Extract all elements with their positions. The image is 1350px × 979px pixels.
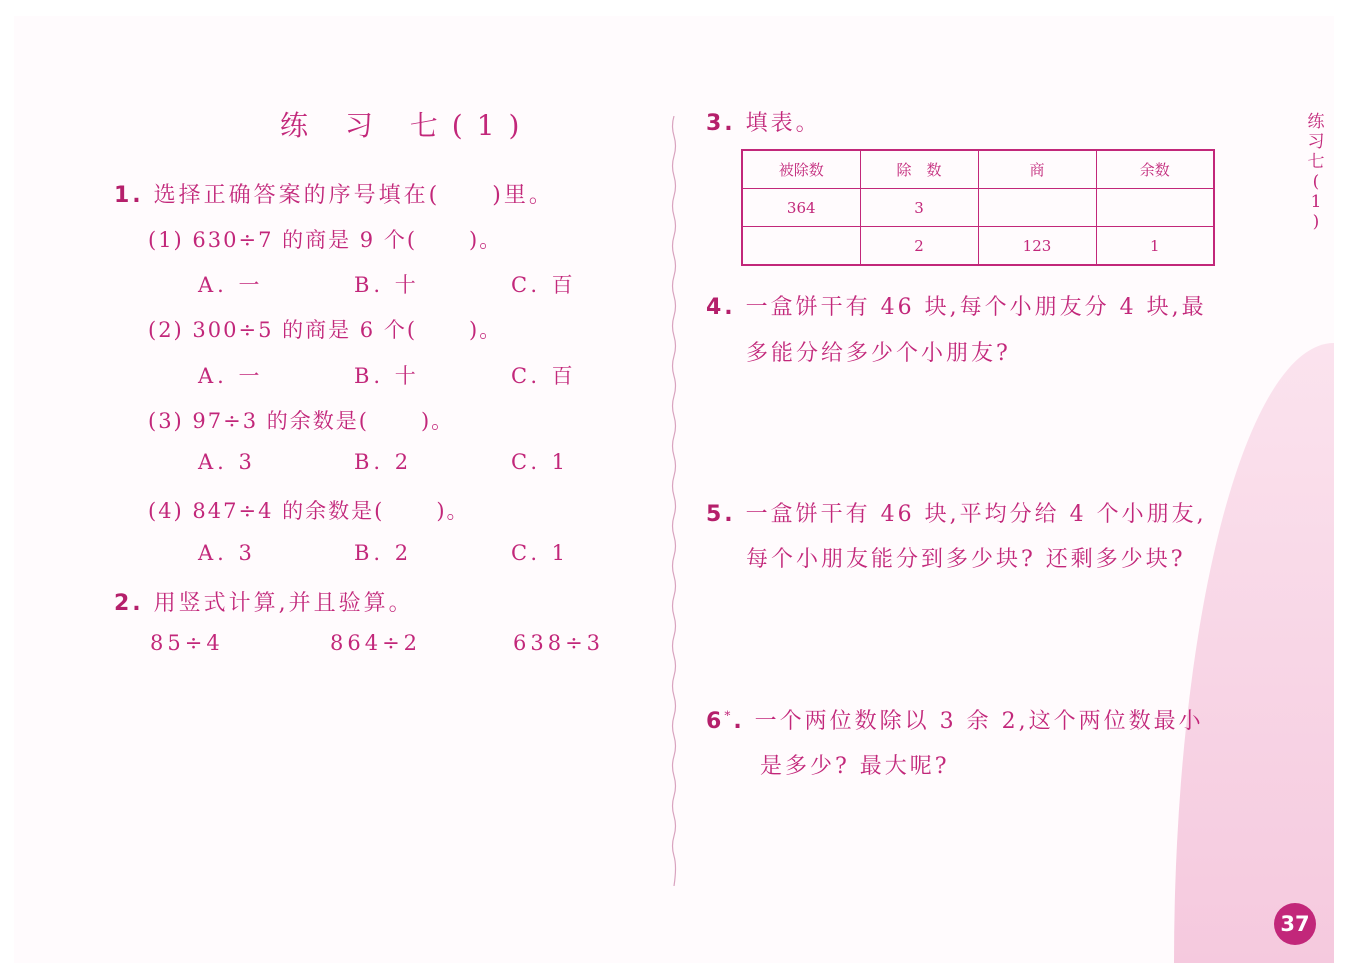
question-5-line-2: 每个小朋友能分到多少块? 还剩多少块? bbox=[746, 547, 1186, 572]
option-a: A. 一 bbox=[198, 364, 264, 388]
column-divider bbox=[669, 116, 679, 886]
question-text: 一个两位数除以 3 余 2,这个两位数最小 bbox=[754, 709, 1204, 734]
worksheet-page bbox=[14, 16, 1334, 963]
sub-question-3 bbox=[148, 405, 454, 435]
table-cell: 2 bbox=[860, 227, 978, 266]
sub-question-text: (1) 630÷7 的商是 9 个( bbox=[148, 228, 418, 252]
table-header: 余数 bbox=[1096, 150, 1214, 189]
table-header: 商 bbox=[978, 150, 1096, 189]
option-c: C. 1 bbox=[511, 541, 570, 565]
table-cell: 123 bbox=[978, 227, 1096, 266]
side-section-label bbox=[1304, 112, 1328, 232]
option-b: B. 十 bbox=[354, 273, 420, 297]
page-title: 练 习 七(1) bbox=[280, 109, 534, 142]
option-c: C. 百 bbox=[511, 364, 577, 388]
table-cell bbox=[1096, 189, 1214, 227]
side-label-char: 练 bbox=[1307, 112, 1325, 132]
question-number: 5. bbox=[706, 502, 736, 527]
table-cell bbox=[742, 227, 860, 266]
question-number: 1. bbox=[114, 183, 144, 208]
sub-question-text: (3) 97÷3 的余数是( bbox=[148, 409, 369, 433]
challenge-star: * bbox=[724, 708, 734, 723]
question-5 bbox=[706, 497, 1207, 528]
question-1 bbox=[114, 178, 554, 209]
question-text: 一盒饼干有 46 块,平均分给 4 个小朋友, bbox=[745, 502, 1207, 527]
question-text: 选择正确答案的序号填在( bbox=[153, 183, 441, 208]
option-b: B. 十 bbox=[354, 364, 420, 388]
option-c: C. 1 bbox=[511, 450, 570, 474]
sub-question-end: )。 bbox=[420, 409, 455, 433]
sub-question-text: (4) 847÷4 的余数是( bbox=[148, 499, 385, 523]
sub-question-4 bbox=[148, 495, 470, 525]
sub-question-text: (2) 300÷5 的商是 6 个( bbox=[148, 318, 418, 342]
sub-question-end: )。 bbox=[469, 228, 503, 252]
table-row bbox=[742, 189, 1214, 227]
sub-question-2 bbox=[148, 314, 502, 344]
table-header: 除 数 bbox=[860, 150, 978, 189]
table-cell bbox=[978, 189, 1096, 227]
option-a: A. 3 bbox=[198, 450, 256, 474]
option-c: C. 百 bbox=[511, 273, 577, 297]
question-6 bbox=[706, 704, 1204, 735]
question-text: 用竖式计算,并且验算。 bbox=[153, 591, 414, 616]
table-cell: 1 bbox=[1096, 227, 1214, 266]
side-label-char: ) bbox=[1312, 212, 1320, 232]
sub-question-end: )。 bbox=[436, 499, 470, 523]
table-header: 被除数 bbox=[742, 150, 860, 189]
question-text-end: )里。 bbox=[492, 183, 554, 208]
side-label-char: 1 bbox=[1310, 192, 1322, 212]
sub-question-1 bbox=[148, 224, 502, 254]
table-cell: 364 bbox=[742, 189, 860, 227]
question-number-dot: . bbox=[733, 709, 745, 734]
question-number: 2. bbox=[114, 591, 144, 616]
calc-problem-2: 864÷2 bbox=[330, 631, 422, 655]
question-text: 填表。 bbox=[745, 111, 821, 136]
question-text: 一盒饼干有 46 块,每个小朋友分 4 块,最 bbox=[745, 295, 1207, 320]
table-row bbox=[742, 227, 1214, 266]
table-header-row bbox=[742, 150, 1214, 189]
question-4 bbox=[706, 290, 1207, 321]
option-b: B. 2 bbox=[354, 450, 413, 474]
table-cell: 3 bbox=[860, 189, 978, 227]
question-2 bbox=[114, 586, 414, 617]
side-label-char: 七 bbox=[1307, 152, 1325, 172]
calc-problem-3: 638÷3 bbox=[513, 631, 605, 655]
fill-in-table bbox=[741, 149, 1215, 266]
side-label-char: ( bbox=[1312, 172, 1320, 192]
question-6-line-2: 是多少? 最大呢? bbox=[760, 754, 950, 779]
question-number: 3. bbox=[706, 111, 736, 136]
option-a: A. 一 bbox=[198, 273, 264, 297]
option-a: A. 3 bbox=[198, 541, 256, 565]
question-3 bbox=[706, 106, 821, 137]
question-number: 6 bbox=[706, 709, 725, 734]
page-number-badge: 37 bbox=[1274, 903, 1316, 945]
sub-question-end: )。 bbox=[469, 318, 503, 342]
side-label-char: 习 bbox=[1307, 132, 1325, 152]
pink-corner-decoration bbox=[1174, 343, 1334, 963]
calc-problem-1: 85÷4 bbox=[150, 631, 224, 655]
question-number: 4. bbox=[706, 295, 736, 320]
question-4-line-2: 多能分给多少个小朋友? bbox=[746, 341, 1011, 366]
option-b: B. 2 bbox=[354, 541, 413, 565]
